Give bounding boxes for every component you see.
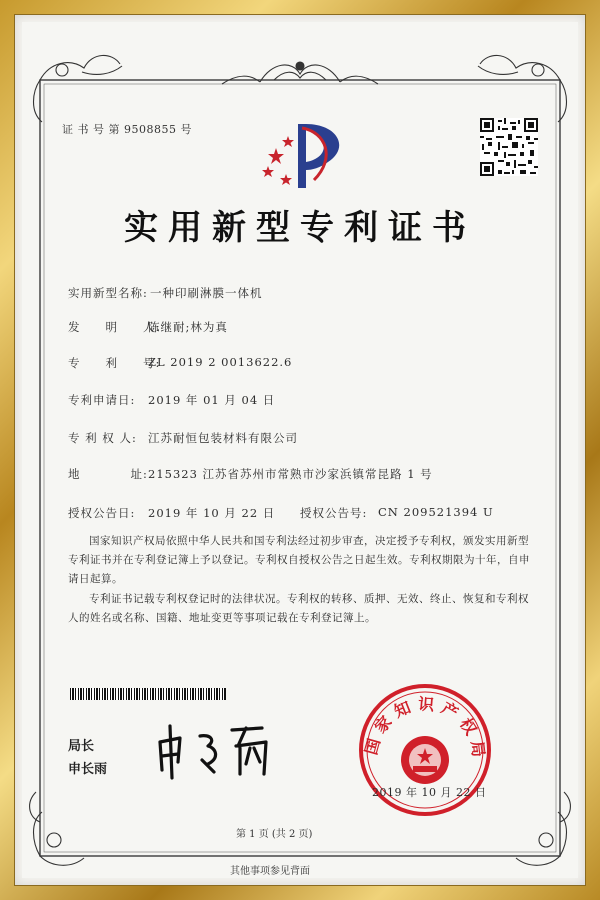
grant-paragraph: 国家知识产权局依照中华人民共和国专利法经过初步审查，决定授予专利权，颁发实用新型专利证书并在专利登记簿上予以登记。专利权自授权公告之日起生效。专利权期限为十年，自申请日起算。	[68, 535, 530, 585]
grant-date-value: 2019 年 10 月 22 日	[148, 506, 276, 520]
patent-number-value: ZL 2019 2 0013622.6	[148, 355, 293, 369]
utility-name-value: 一种印刷淋膜一体机	[150, 286, 263, 300]
director-signature-icon	[150, 712, 300, 782]
footer-note: 其他事项参见背面	[230, 866, 310, 877]
holder-label: 专 利 权 人:	[68, 431, 137, 445]
holder-value: 江苏耐恒包装材料有限公司	[148, 431, 298, 445]
apply-date-label: 专利申请日:	[68, 393, 136, 407]
address-value: 215323 江苏省苏州市常熟市沙家浜镇常昆路 1 号	[148, 467, 433, 481]
certificate-number: 证 书 号 第 9508855 号	[62, 123, 192, 136]
page-indicator: 第 1 页 (共 2 页)	[236, 829, 313, 840]
apply-date-value: 2019 年 01 月 04 日	[148, 393, 276, 407]
patent-number-label: 专 利 号:	[68, 356, 161, 370]
qr-code-icon	[480, 118, 538, 176]
grant-date-label: 授权公告日:	[68, 506, 136, 520]
inventor-value: 陈继耐;林为真	[148, 320, 228, 334]
utility-name-label: 实用新型名称:	[68, 286, 148, 300]
legal-status-paragraph: 专利证书记载专利权登记时的法律状况。专利权的转移、质押、无效、终止、恢复和专利权人的姓名或名称、国籍、地址变更等事项记载在专利登记簿上。	[68, 593, 529, 624]
grant-number-value: CN 209521394 U	[378, 505, 494, 519]
inventor-label: 发 明 人:	[68, 320, 161, 334]
grant-number-label: 授权公告号:	[300, 506, 368, 520]
certificate-title: 实用新型专利证书	[124, 208, 476, 248]
address-label: 地 址:	[68, 467, 148, 481]
director-name: 申长雨	[68, 762, 108, 777]
cnipa-logo-icon	[258, 118, 350, 192]
barcode-icon	[70, 688, 226, 700]
director-title: 局长	[68, 739, 95, 754]
seal-date: 2019 年 10 月 22 日	[372, 786, 487, 799]
svg-text:国家知识产权局: 国家知识产权局	[361, 694, 489, 765]
